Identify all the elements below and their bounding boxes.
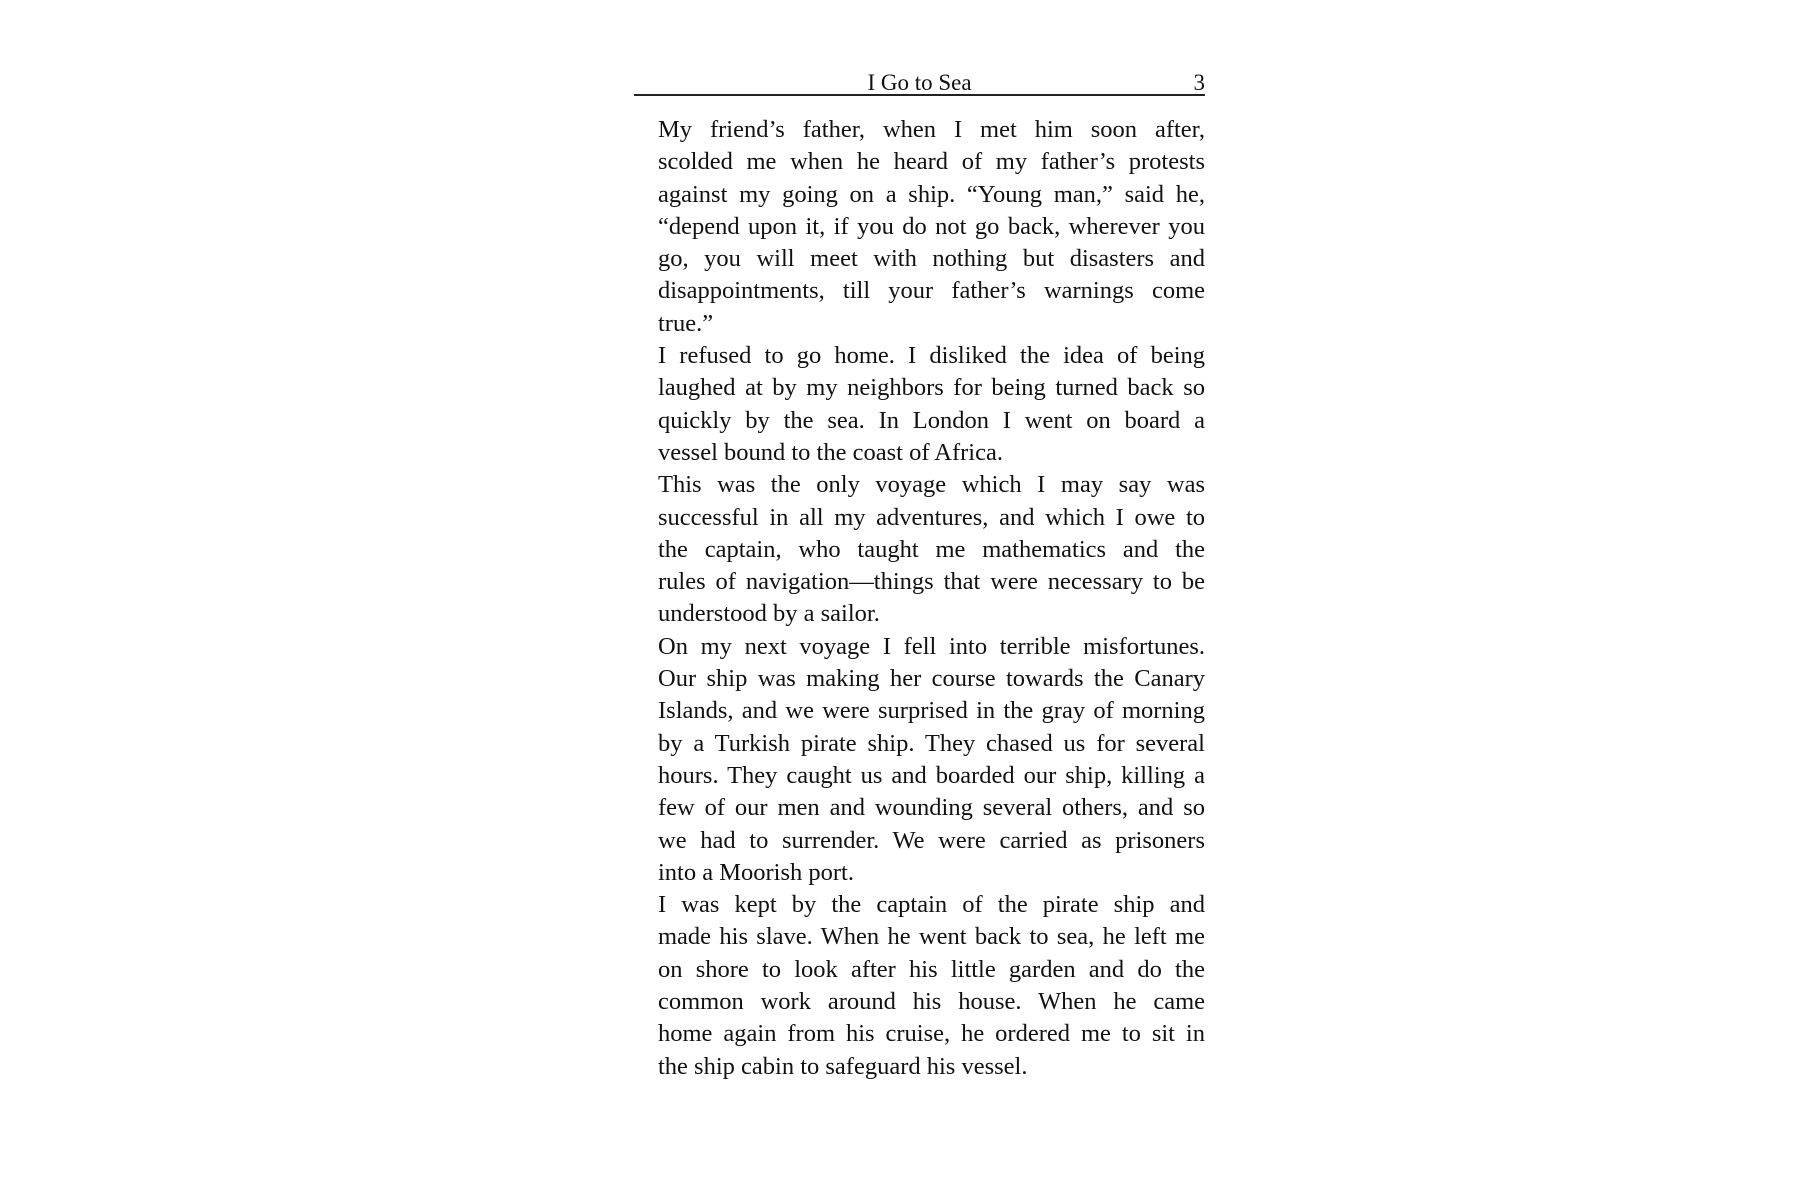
text-line: laughed at by my neighbors for being turned back so <box>658 374 1205 402</box>
paragraph <box>634 114 1205 340</box>
text-line: the captain, who taught me mathematics and the <box>658 535 1205 563</box>
text-line: we had to surrender. We were carried as prisoners <box>658 826 1205 854</box>
text-line: made his slave. When he went back to sea, he left me <box>658 923 1205 951</box>
paragraph <box>634 469 1205 630</box>
text-line: Islands, and we were surprised in the gray of morning <box>658 697 1205 725</box>
running-header <box>634 60 1205 96</box>
paragraph <box>634 340 1205 469</box>
text-line: hours. They caught us and boarded our ship, killing a <box>658 761 1205 789</box>
text-line: Our ship was making her course towards the Canary <box>658 665 1205 693</box>
text-line: On my next voyage I fell into terrible misfortunes. <box>658 632 1205 660</box>
text-line: the ship cabin to safeguard his vessel. <box>658 1052 1028 1080</box>
text-line: true.” <box>658 309 714 337</box>
text-line: My friend’s father, when I met him soon after, <box>658 116 1205 143</box>
page-text-block <box>634 60 1205 1083</box>
text-line: against my going on a ship. “Young man,” said he, <box>658 180 1205 208</box>
text-line: understood by a sailor. <box>658 600 880 628</box>
page-number: 3 <box>1193 70 1205 95</box>
text-line: rules of navigation—things that were necessary to be <box>658 568 1205 596</box>
text-line: home again from his cruise, he ordered me to sit in <box>658 1020 1205 1048</box>
text-line: scolded me when he heard of my father’s protests <box>658 148 1205 176</box>
text-line: I refused to go home. I disliked the idea of being <box>658 342 1205 370</box>
text-line: I was kept by the captain of the pirate ship and <box>658 891 1205 919</box>
text-line: common work around his house. When he came <box>658 988 1205 1016</box>
text-line: vessel bound to the coast of Africa. <box>658 438 1003 466</box>
text-line: on shore to look after his little garden and do the <box>658 955 1205 983</box>
paragraph <box>634 631 1205 889</box>
text-line: successful in all my adventures, and which I owe to <box>658 503 1205 531</box>
text-line: by a Turkish pirate ship. They chased us for several <box>658 729 1205 757</box>
text-line: quickly by the sea. In London I went on board a <box>658 406 1205 434</box>
text-line: few of our men and wounding several others, and so <box>658 794 1205 822</box>
text-line: go, you will meet with nothing but disasters and <box>658 245 1205 273</box>
paragraph <box>634 889 1205 1083</box>
chapter-title: I Go to Sea <box>867 70 972 95</box>
text-line: This was the only voyage which I may say was <box>658 471 1205 499</box>
text-line: into a Moorish port. <box>658 858 854 886</box>
body-text <box>634 114 1205 1083</box>
text-line: disappointments, till your father’s warnings come <box>658 277 1205 305</box>
text-line: “depend upon it, if you do not go back, wherever you <box>658 212 1205 240</box>
